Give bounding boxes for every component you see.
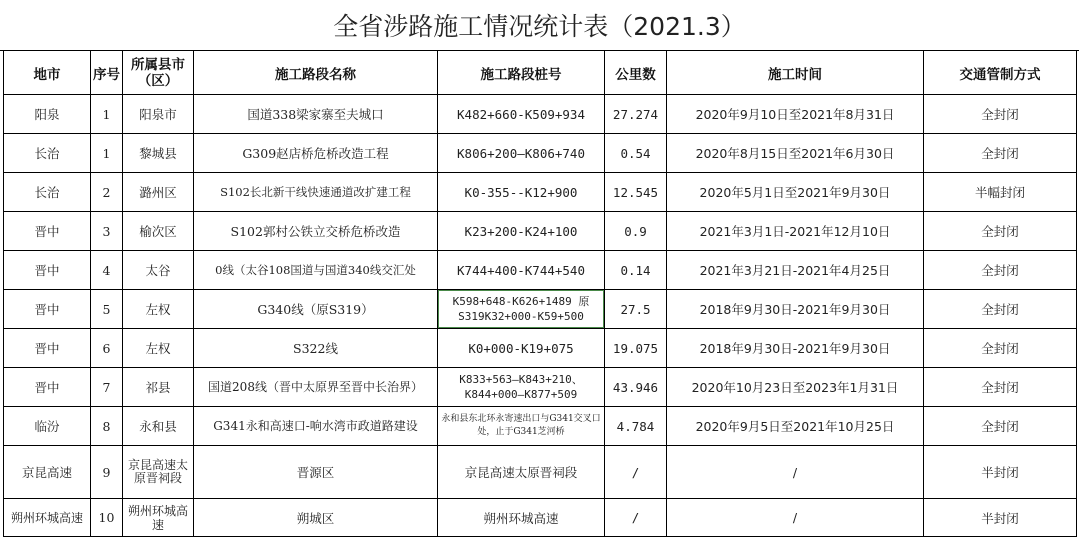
cell-road[interactable]: S102郭村公铁立交桥危桥改造 — [194, 212, 438, 251]
cell-time[interactable]: 2020年10月23日至2023年1月31日 — [667, 368, 924, 407]
table-row — [4, 368, 1077, 407]
table-row — [4, 407, 1077, 446]
cell-stake[interactable]: K806+200—K806+740 — [438, 134, 605, 173]
header-city: 地市 — [4, 51, 91, 95]
cell-county[interactable]: 阳泉市 — [123, 95, 194, 134]
cell-county[interactable]: 左权 — [123, 329, 194, 368]
cell-road[interactable]: S102长北新干线快速通道改扩建工程 — [194, 173, 438, 212]
cell-no[interactable]: 10 — [91, 499, 123, 537]
cell-city[interactable]: 阳泉 — [4, 95, 91, 134]
cell-no[interactable]: 2 — [91, 173, 123, 212]
table-row — [4, 446, 1077, 499]
header-row — [4, 51, 1077, 95]
table-row — [4, 173, 1077, 212]
cell-city[interactable]: 长治 — [4, 134, 91, 173]
cell-no[interactable]: 9 — [91, 446, 123, 499]
cell-stake[interactable]: K744+400-K744+540 — [438, 251, 605, 290]
cell-road[interactable]: 晋源区 — [194, 446, 438, 499]
cell-no[interactable]: 4 — [91, 251, 123, 290]
cell-city[interactable]: 晋中 — [4, 290, 91, 329]
cell-county[interactable]: 左权 — [123, 290, 194, 329]
cell-road[interactable]: 国道208线（晋中太原界至晋中长治界） — [194, 368, 438, 407]
cell-no[interactable]: 7 — [91, 368, 123, 407]
cell-no[interactable]: 5 — [91, 290, 123, 329]
cell-city[interactable]: 晋中 — [4, 368, 91, 407]
cell-county[interactable]: 太谷 — [123, 251, 194, 290]
cell-control[interactable]: 全封闭 — [924, 251, 1077, 290]
cell-control[interactable]: 全封闭 — [924, 95, 1077, 134]
cell-no[interactable]: 6 — [91, 329, 123, 368]
cell-no[interactable]: 8 — [91, 407, 123, 446]
cell-county[interactable]: 祁县 — [123, 368, 194, 407]
cell-time[interactable]: 2018年9月30日-2021年9月30日 — [667, 329, 924, 368]
cell-county[interactable]: 黎城县 — [123, 134, 194, 173]
cell-stake[interactable]: K482+660-K509+934 — [438, 95, 605, 134]
cell-city[interactable]: 京昆高速 — [4, 446, 91, 499]
cell-county[interactable]: 潞州区 — [123, 173, 194, 212]
cell-km[interactable]: 0.14 — [605, 251, 667, 290]
table-row — [4, 290, 1077, 329]
cell-km[interactable]: 0.54 — [605, 134, 667, 173]
cell-km[interactable]: 4.784 — [605, 407, 667, 446]
cell-km[interactable]: 43.946 — [605, 368, 667, 407]
table-row — [4, 329, 1077, 368]
cell-stake[interactable]: K0+000-K19+075 — [438, 329, 605, 368]
cell-control[interactable]: 半封闭 — [924, 499, 1077, 537]
cell-control[interactable]: 全封闭 — [924, 368, 1077, 407]
cell-control[interactable]: 全封闭 — [924, 290, 1077, 329]
cell-time[interactable]: 2021年3月21日-2021年4月25日 — [667, 251, 924, 290]
cell-road[interactable]: 0线（太谷108国道与国道340线交汇处 — [194, 251, 438, 290]
cell-no[interactable]: 3 — [91, 212, 123, 251]
header-no: 序号 — [91, 51, 123, 95]
cell-road[interactable]: G340线（原S319） — [194, 290, 438, 329]
cell-county[interactable]: 朔州环城高速 — [123, 499, 194, 537]
cell-city[interactable]: 临汾 — [4, 407, 91, 446]
cell-city[interactable]: 长治 — [4, 173, 91, 212]
cell-road[interactable]: G341永和高速口-响水湾市政道路建设 — [194, 407, 438, 446]
header-county: 所属县市（区） — [123, 51, 194, 95]
page-title: 全省涉路施工情况统计表（2021.3） — [0, 0, 1079, 51]
cell-km[interactable]: 0.9 — [605, 212, 667, 251]
cell-no[interactable]: 1 — [91, 134, 123, 173]
cell-stake[interactable]: K23+200-K24+100 — [438, 212, 605, 251]
header-control: 交通管制方式 — [924, 51, 1077, 95]
cell-city[interactable]: 晋中 — [4, 251, 91, 290]
cell-time[interactable]: / — [667, 499, 924, 537]
cell-time[interactable]: 2020年9月10日至2021年8月31日 — [667, 95, 924, 134]
cell-stake[interactable]: 永和县东北环永寄速出口与G341交叉口处，止于G341芝河桥 — [438, 407, 605, 446]
header-stake: 施工路段桩号 — [438, 51, 605, 95]
cell-stake[interactable]: 朔州环城高速 — [438, 499, 605, 537]
cell-city[interactable]: 朔州环城高速 — [4, 499, 91, 537]
cell-control[interactable]: 半封闭 — [924, 446, 1077, 499]
table-row — [4, 95, 1077, 134]
cell-road[interactable]: 国道338梁家寨至夫城口 — [194, 95, 438, 134]
cell-control[interactable]: 全封闭 — [924, 134, 1077, 173]
header-km: 公里数 — [605, 51, 667, 95]
cell-city[interactable]: 晋中 — [4, 212, 91, 251]
cell-time[interactable]: / — [667, 446, 924, 499]
table-row — [4, 134, 1077, 173]
table-row — [4, 251, 1077, 290]
table-row — [4, 499, 1077, 537]
cell-control[interactable]: 全封闭 — [924, 407, 1077, 446]
cell-control[interactable]: 全封闭 — [924, 212, 1077, 251]
table-row — [4, 212, 1077, 251]
header-road: 施工路段名称 — [194, 51, 438, 95]
cell-km[interactable]: 27.5 — [605, 290, 667, 329]
cell-km[interactable]: 27.274 — [605, 95, 667, 134]
cell-km[interactable]: / — [605, 446, 667, 499]
cell-time[interactable]: 2018年9月30日-2021年9月30日 — [667, 290, 924, 329]
construction-stats-table — [3, 50, 1077, 537]
cell-road[interactable]: 朔城区 — [194, 499, 438, 537]
cell-stake[interactable]: K0-355--K12+900 — [438, 173, 605, 212]
header-time: 施工时间 — [667, 51, 924, 95]
cell-county[interactable]: 京昆高速太原晋祠段 — [123, 446, 194, 499]
cell-city[interactable]: 晋中 — [4, 329, 91, 368]
cell-road[interactable]: G309赵店桥危桥改造工程 — [194, 134, 438, 173]
cell-stake[interactable]: K833+563—K843+210、K844+000—K877+509 — [438, 368, 605, 407]
cell-time[interactable]: 2020年5月1日至2021年9月30日 — [667, 173, 924, 212]
cell-time[interactable]: 2021年3月1日-2021年12月10日 — [667, 212, 924, 251]
cell-time[interactable]: 2020年8月15日至2021年6月30日 — [667, 134, 924, 173]
cell-time[interactable]: 2020年9月5日至2021年10月25日 — [667, 407, 924, 446]
cell-km[interactable]: / — [605, 499, 667, 537]
cell-km[interactable]: 12.545 — [605, 173, 667, 212]
cell-km[interactable]: 19.075 — [605, 329, 667, 368]
cell-stake[interactable]: 京昆高速太原晋祠段 — [438, 446, 605, 499]
cell-no[interactable]: 1 — [91, 95, 123, 134]
cell-road[interactable]: S322线 — [194, 329, 438, 368]
cell-county[interactable]: 永和县 — [123, 407, 194, 446]
cell-county[interactable]: 榆次区 — [123, 212, 194, 251]
cell-control[interactable]: 全封闭 — [924, 329, 1077, 368]
cell-control[interactable]: 半幅封闭 — [924, 173, 1077, 212]
cell-stake[interactable]: K598+648-K626+1489 原S319K32+000-K59+500 — [438, 290, 605, 329]
